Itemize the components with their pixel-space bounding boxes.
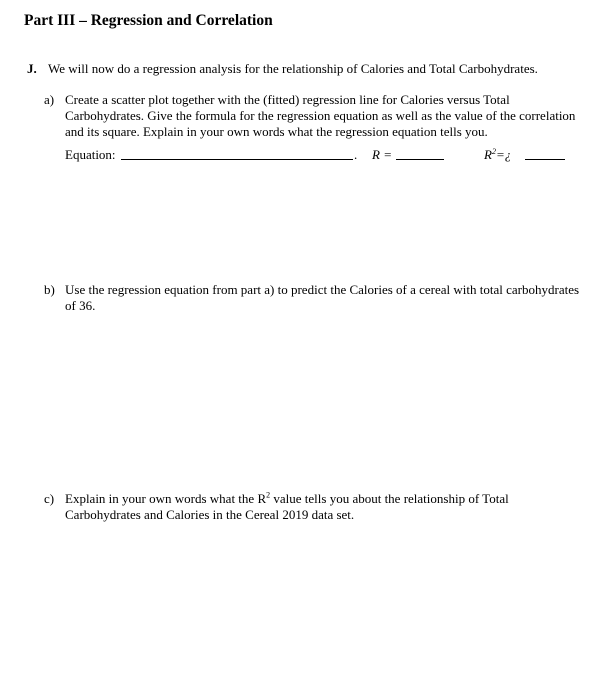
answer-row — [65, 147, 585, 165]
part-a-label: a) — [44, 92, 55, 107]
part-c-text-after: value tells you about the relationship of Total Carbohydrates and Calories in the Cereal 2019 data set. — [65, 491, 509, 522]
section-title: Part III – Regression and Correlation — [24, 12, 273, 29]
r-label: R = — [372, 147, 392, 162]
part-c-text — [65, 491, 584, 523]
r-squared-exponent: 2 — [491, 147, 496, 156]
question-text: We will now do a regression analysis for the relationship of Calories and Total Carbohydrates. — [48, 61, 538, 76]
equation-label: Equation: — [65, 147, 116, 162]
part-c — [44, 491, 584, 523]
r-squared-suffix: =¿ — [495, 147, 512, 162]
part-a-text: Create a scatter plot together with the (fitted) regression line for Calories versus Total Carbohydrates. Give the formula for the regression equation as well as the value of the correlation and its square. Explain in your own words what the regression equation tells you. — [65, 92, 576, 139]
r-blank[interactable] — [396, 147, 444, 160]
part-c-label: c) — [44, 491, 55, 506]
question-j — [27, 60, 597, 77]
r-squared-label — [484, 147, 511, 163]
r-squared-base: R — [484, 147, 492, 162]
part-b-label: b) — [44, 282, 55, 297]
equation-blank[interactable] — [121, 147, 353, 160]
part-b-text: Use the regression equation from part a) to predict the Calories of a cereal with total carbohydrates of 36. — [65, 282, 580, 313]
question-label: J. — [27, 61, 37, 76]
equation-dot: . — [354, 147, 358, 162]
part-c-exponent: 2 — [266, 490, 271, 500]
part-c-text-before: Explain in your own words what the R — [65, 491, 267, 506]
r-squared-blank[interactable] — [525, 147, 565, 160]
part-b — [44, 282, 584, 314]
part-a — [44, 92, 584, 140]
